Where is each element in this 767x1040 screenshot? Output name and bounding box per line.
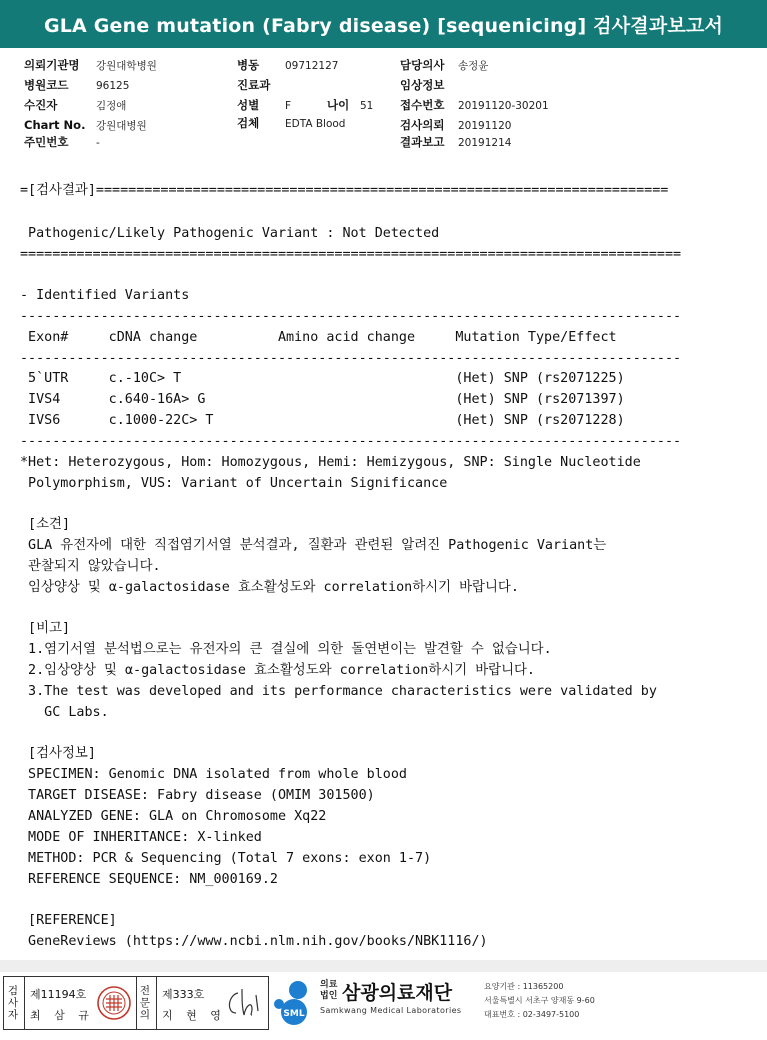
label-specimen: 검체 <box>237 116 260 130</box>
test-info-item: REFERENCE SEQUENCE: NM_000169.2 <box>20 872 278 887</box>
abbreviation-note: Polymorphism, VUS: Variant of Uncertain Significance <box>20 476 448 491</box>
value-hospital-code: 96125 <box>96 80 130 92</box>
value-age: 51 <box>360 100 374 112</box>
value-ward: 09712127 <box>285 60 339 72</box>
lab-address: 서울특별시 서초구 양재동 9-60 <box>484 996 595 1005</box>
label-ward: 병동 <box>237 58 260 72</box>
label-request-date: 검사의뢰 <box>400 118 445 132</box>
section-result-divider: =[검사결과]======================================================================= <box>20 183 669 198</box>
remarks-item: 1.염기서열 분석법으로는 유전자의 큰 결실에 의한 돌연변이는 발견할 수 없습니다. <box>20 642 552 657</box>
label-requesting-org: 의뢰기관명 <box>24 58 80 72</box>
report-title: GLA Gene mutation (Fabry disease) [sequenicing] 검사결과보고서 <box>43 15 724 37</box>
label-department: 진료과 <box>237 78 271 92</box>
divider-dash: ---------------------------------------------------------------------------------- <box>20 309 682 324</box>
label-age: 나이 <box>327 98 350 112</box>
pathogenic-summary: Pathogenic/Likely Pathogenic Variant : Not Detected <box>20 226 440 241</box>
value-resident-no: - <box>96 137 100 149</box>
findings-text: 관찰되지 않았습니다. <box>20 559 161 574</box>
table-row: IVS6 c.1000-22C> T (Het) SNP (rs2071228) <box>20 413 625 428</box>
abbreviation-note: *Het: Heterozygous, Hom: Homozygous, Hemi: Hemizygous, SNP: Single Nucleotide <box>20 455 641 470</box>
findings-heading: [소견] <box>20 517 71 532</box>
table-row: IVS4 c.640-16A> G (Het) SNP (rs2071397) <box>20 392 625 407</box>
label-report-date: 결과보고 <box>400 135 445 149</box>
specialist-label: 전문의 <box>139 985 151 1021</box>
label-hospital-code: 병원코드 <box>24 78 69 92</box>
label-patient: 수진자 <box>24 98 58 112</box>
logo-name: 삼광의료재단 <box>342 982 453 1004</box>
divider <box>24 977 25 1029</box>
sml-logo-icon <box>272 978 318 1026</box>
value-doctor: 송정윤 <box>458 60 489 72</box>
test-info-item: SPECIMEN: Genomic DNA isolated from whole blood <box>20 767 407 782</box>
value-accession-no: 20191120-30201 <box>458 100 549 112</box>
value-chart-no: 강원대병원 <box>96 120 147 132</box>
test-info-item: METHOD: PCR & Sequencing (Total 7 exons: exon 1-7) <box>20 851 432 866</box>
value-requesting-org: 강원대학병원 <box>96 60 157 72</box>
lab-phone: 대표번호 : 02-3497-5100 <box>484 1010 580 1019</box>
test-info-heading: [검사정보] <box>20 746 96 761</box>
divider <box>136 977 137 1029</box>
label-sex: 성별 <box>237 98 260 112</box>
findings-text: GLA 유전자에 대한 직접염기서열 분석결과, 질환과 관련된 알려진 Pathogenic Variant는 <box>20 538 607 553</box>
value-report-date: 20191214 <box>458 137 512 149</box>
reference-link[interactable]: GeneReviews (https://www.ncbi.nlm.nih.gov/books/NBK1116/) <box>20 934 488 949</box>
signature-box <box>3 976 269 1030</box>
logo-english-name: Samkwang Medical Laboratories <box>320 1006 462 1015</box>
remarks-item: 2.임상양상 및 α-galactosidase 효소활성도와 correlation하시기 바랍니다. <box>20 663 535 678</box>
svg-text:SML: SML <box>283 1009 305 1019</box>
inspector-name: 최 삼 규 <box>30 1009 94 1022</box>
remarks-item: GC Labs. <box>20 705 109 720</box>
divider-dash: ---------------------------------------------------------------------------------- <box>20 351 682 366</box>
inspector-license-no: 제11194호 <box>30 988 87 1001</box>
label-accession-no: 접수번호 <box>400 98 445 112</box>
remarks-heading: [비고] <box>20 621 71 636</box>
label-clinical-info: 임상정보 <box>400 78 445 92</box>
specialist-name: 지 현 영 <box>162 1009 226 1022</box>
logo-prefix: 의료법인 <box>320 980 338 1001</box>
divider <box>156 977 157 1029</box>
handwritten-signature-icon <box>222 985 262 1021</box>
value-request-date: 20191120 <box>458 120 512 132</box>
value-specimen: EDTA Blood <box>285 118 346 130</box>
identified-variants-heading: - Identified Variants <box>20 288 190 303</box>
lab-logo <box>272 976 492 1028</box>
lab-contact-info <box>484 980 595 1022</box>
findings-text: 임상양상 및 α-galactosidase 효소활성도와 correlation하시기 바랍니다. <box>20 580 519 595</box>
test-info-item: MODE OF INHERITANCE: X-linked <box>20 830 262 845</box>
remarks-item: 3.The test was developed and its performance characteristics were validated by <box>20 684 657 699</box>
test-info-item: ANALYZED GENE: GLA on Chromosome Xq22 <box>20 809 327 824</box>
inspector-label: 검사자 <box>7 985 19 1021</box>
test-info-item: TARGET DISEASE: Fabry disease (OMIM 301500) <box>20 788 375 803</box>
seal-stamp-icon <box>96 985 132 1021</box>
label-resident-no: 주민번호 <box>24 135 69 149</box>
variants-table-header: Exon# cDNA change Amino acid change Mutation Type/Effect <box>20 330 617 345</box>
specialist-license-no: 제333호 <box>162 988 205 1001</box>
label-chart-no: Chart No. <box>24 118 86 132</box>
divider-dash: ---------------------------------------------------------------------------------- <box>20 434 682 449</box>
patient-info <box>0 0 767 160</box>
reference-heading: [REFERENCE] <box>20 913 117 928</box>
divider-double: ================================================================================== <box>20 247 682 262</box>
value-sex: F <box>285 100 292 112</box>
table-row: 5`UTR c.-10C> T (Het) SNP (rs2071225) <box>20 371 625 386</box>
footer-separator <box>0 960 767 972</box>
lab-institution-code: 요양기관 : 11365200 <box>484 982 564 991</box>
value-patient: 김정애 <box>96 100 127 112</box>
label-doctor: 담당의사 <box>400 58 445 72</box>
